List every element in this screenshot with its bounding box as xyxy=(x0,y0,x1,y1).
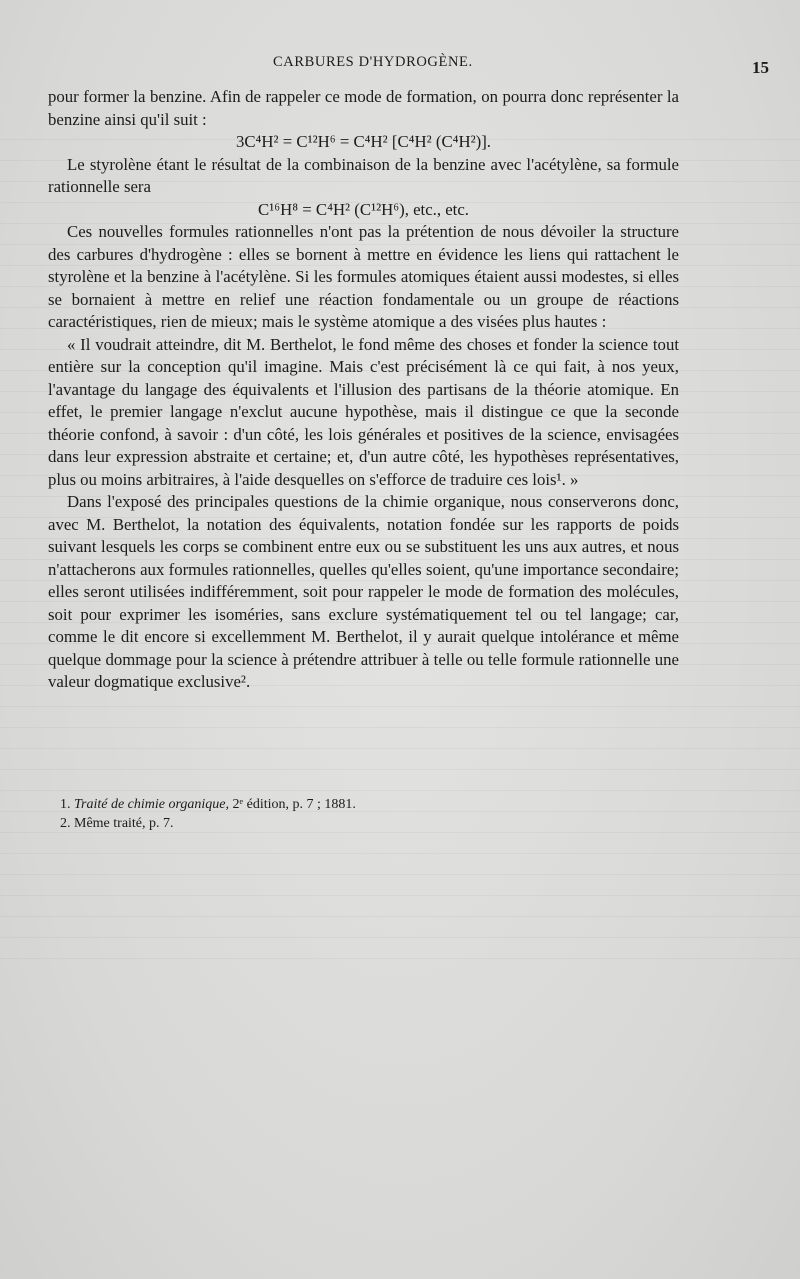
formula-benzine: 3C⁴H² = C¹²H⁶ = C⁴H² [C⁴H² (C⁴H²)]. xyxy=(235,132,492,151)
formula-styrolene: C¹⁶H⁸ = C⁴H² (C¹²H⁶), etc., etc. xyxy=(258,199,469,219)
paragraph-3: Ces nouvelles formules rationnelles n'ont pas la prétention de nous dévoiler la structure des carbures d'hydrogène : elles se bornent à mettre en évidence les liens qui rattachent le styrolène et la benzine à l'acétylène. Si les formules atomiques étaient aussi modestes, si elles se bornaient à mettre en relief une réaction fondamentale ou un groupe de réactions caractéristiques, rien de mieux; mais le système atomique a des visées plus hautes : xyxy=(48,222,679,331)
paragraph-2: Le styrolène étant le résultat de la combinaison de la benzine avec l'acétylène, sa formule rationnelle sera xyxy=(48,154,679,196)
footnotes xyxy=(60,795,660,833)
footnote-1-title: Traité de chimie organique, xyxy=(74,797,230,812)
paragraph-1: pour former la benzine. Afin de rappeler ce mode de formation, on pourra donc représenter la benzine ainsi qu'il suit : xyxy=(48,87,679,129)
footnote-2: 2. Même traité, p. 7. xyxy=(60,816,174,831)
running-title: CARBURES D'HYDROGÈNE. xyxy=(273,54,473,70)
paragraph-5: Dans l'exposé des principales questions de la chimie organique, nous conserverons donc, avec M. Berthelot, la notation des équivalents, notation fondée sur les rapports de poids suivant lesquels les corps se combinent entre eux ou se substituent les uns aux autres, et nous n'attacherons aux formules rationnelles, quelles qu'elles soient, qu'une importance secondaire; elles seront utilisées indifféremment, soit pour rappeler le mode de formation des molécules, soit pour exprimer les isoméries, sans exclure systématiquement tel ou tel langage; car, comme le dit encore si excellemment M. Berthelot, il y aurait quelque intolérance et même quelque dommage pour la science à prétendre attribuer à telle ou telle formule rationnelle une valeur dogmatique exclusive². xyxy=(48,492,679,691)
footnote-1-number: 1. xyxy=(60,797,71,812)
page-number: 15 xyxy=(752,58,769,77)
footnote-1-rest: 2ᵉ édition, p. 7 ; 1881. xyxy=(229,797,356,812)
main-text xyxy=(48,86,679,694)
footnote-1 xyxy=(60,795,660,814)
quotation-berthelot: « Il voudrait atteindre, dit M. Berthelot, le fond même des choses et fonder la science tout entière sur la conception qu'il imagine. Mais c'est précisément là ce qui fait, à nos yeux, l'avantage du langage des équivalents et l'illusion des partisans de la théorie atomique. En effet, le premier langage n'exclut aucune hypothèse, mais il distingue ce que la seconde théorie confond, à savoir : d'un côté, les lois générales et positives de la science, envisagées dans leur expression abstraite et certaine; et, d'un autre côté, les hypothèses représentatives, plus ou moins arbitraires, à l'aide desquelles on s'efforce de traduire ces lois¹. » xyxy=(48,334,679,489)
